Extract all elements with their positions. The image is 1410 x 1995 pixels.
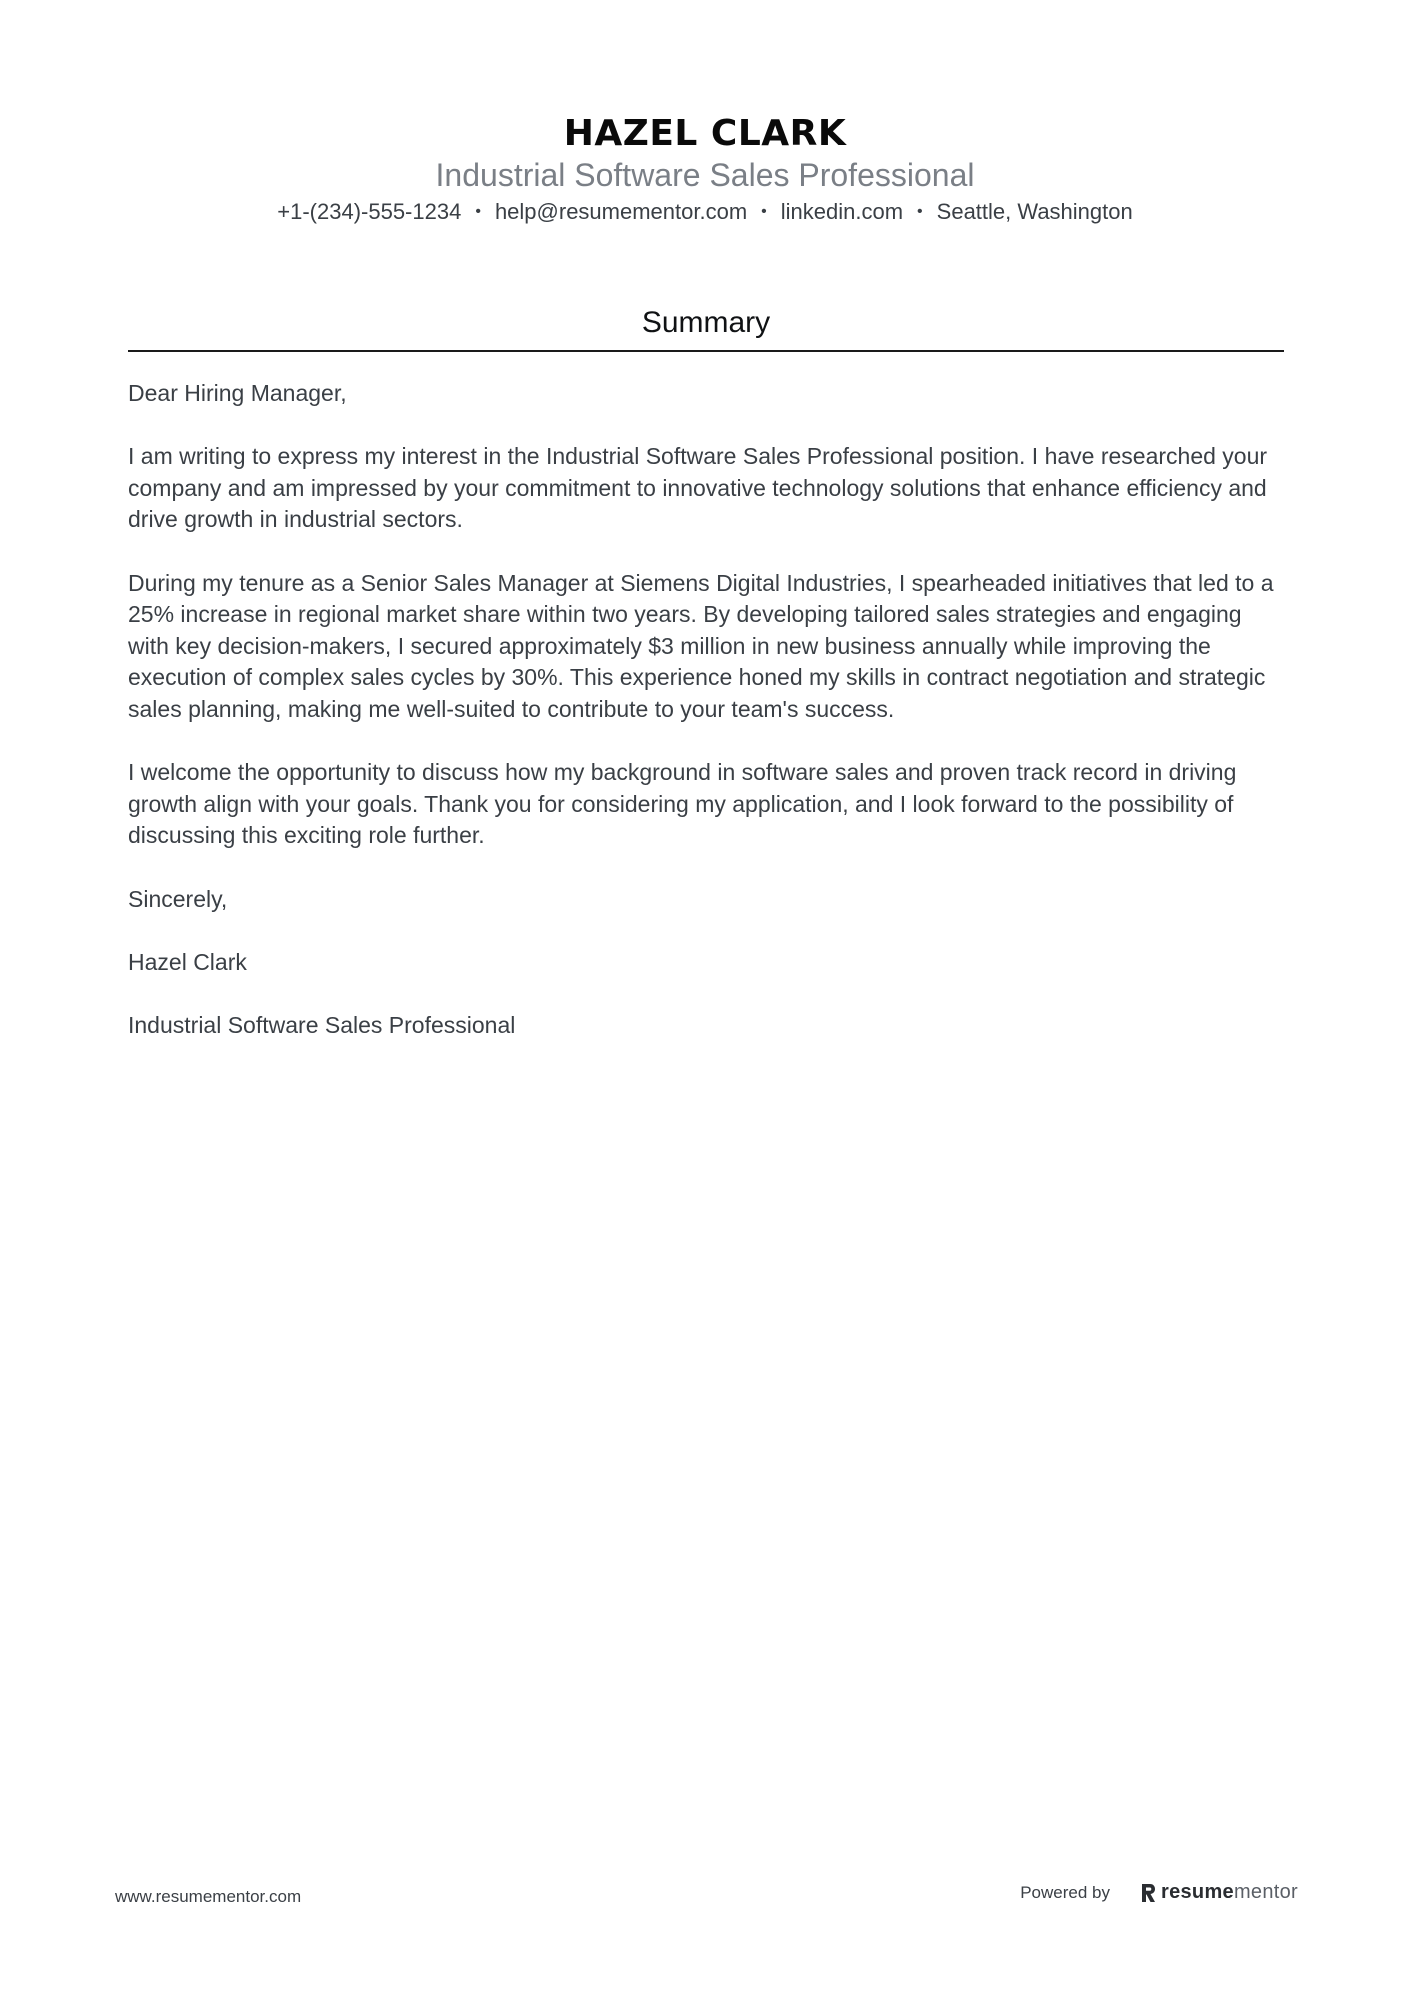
section-title-summary: Summary — [641, 306, 771, 339]
contact-linkedin: linkedin.com — [780, 199, 904, 224]
section-divider — [128, 350, 1284, 352]
resumementor-logo-icon — [1140, 1883, 1156, 1903]
contact-line — [0, 198, 1410, 226]
candidate-title: Industrial Software Sales Professional — [435, 157, 975, 193]
header — [0, 112, 1410, 226]
letter-paragraph: I welcome the opportunity to discuss how my background in software sales and proven track record in driving growth align with your goals. Thank you for considering my application, and I look forward to the possibility of discussing this exciting role further. — [128, 759, 1237, 849]
powered-by-label: Powered by — [1020, 1882, 1110, 1902]
contact-location: Seattle, Washington — [936, 199, 1133, 224]
signature-name: Hazel Clark — [128, 948, 247, 975]
footer-branding — [1020, 1881, 1298, 1904]
brand-name-part1: resume — [1161, 1881, 1234, 1903]
letter-greeting: Dear Hiring Manager, — [128, 380, 347, 406]
contact-separator: • — [475, 203, 481, 220]
letter-closing: Sincerely, — [128, 885, 228, 912]
candidate-name: HAZEL CLARK — [563, 113, 847, 154]
signature-title: Industrial Software Sales Professional — [128, 1011, 516, 1038]
contact-separator: • — [761, 203, 767, 220]
letter-body — [128, 378, 1284, 1073]
letter-paragraph: I am writing to express my interest in the Industrial Software Sales Professional position. I have researched your company and am impressed by your commitment to innovative technology solutions that enhance efficiency and drive growth in industrial sectors. — [128, 443, 1268, 533]
contact-email: help@resumementor.com — [494, 199, 748, 224]
contact-separator: • — [917, 203, 923, 220]
footer-website: www.resumementor.com — [115, 1887, 302, 1906]
contact-phone: +1-(234)-555-1234 — [277, 199, 462, 224]
brand-name-part2: mentor — [1233, 1881, 1298, 1903]
brand-logo — [1140, 1881, 1298, 1904]
letter-paragraph: During my tenure as a Senior Sales Manager at Siemens Digital Industries, I spearheaded initiatives that led to a 25% increase in regional market share within two years. By developing tailored sales strategies and engaging with key decision-makers, I secured approximately $3 million in new business annually while improving the execution of complex sales cycles by 30%. This experience honed my skills in contract negotiation and strategic sales planning, making me well-suited to contribute to your team's success. — [128, 569, 1274, 722]
